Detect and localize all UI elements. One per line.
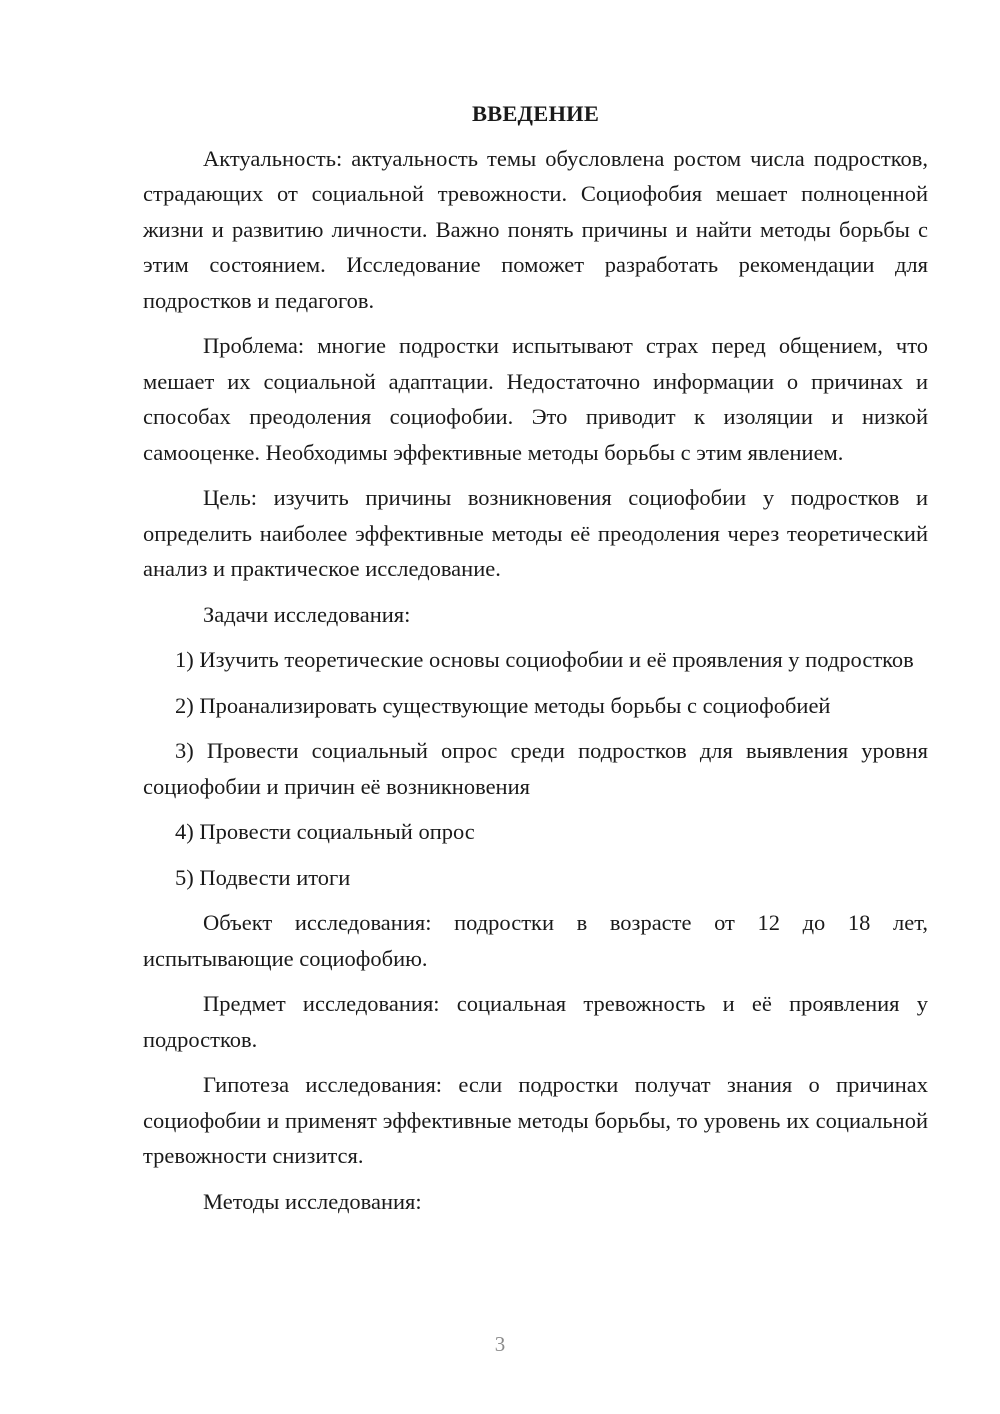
paragraph-methods-heading: Методы исследования: bbox=[203, 1188, 422, 1214]
task-item-3: 3) Провести социальный опрос среди подростков для выявления уровня социофобии и причин её возникновения bbox=[143, 738, 928, 799]
paragraph-hypothesis: Гипотеза исследования: если подростки получат знания о причинах социофобии и применят эффективные методы борьбы, то уровень их социальной тревожности снизится. bbox=[143, 1072, 928, 1168]
paragraph-subject: Предмет исследования: социальная тревожность и её проявления у подростков. bbox=[143, 991, 928, 1052]
section-title: ВВЕДЕНИЕ bbox=[471, 101, 600, 126]
paragraph-goal: Цель: изучить причины возникновения социофобии у подростков и определить наиболее эффективные методы её преодоления через теоретический анализ и практическое исследование. bbox=[143, 485, 928, 581]
task-item-5: 5) Подвести итоги bbox=[175, 864, 351, 890]
document-page bbox=[143, 96, 928, 1229]
task-item-1: 1) Изучить теоретические основы социофобии и её проявления у подростков bbox=[175, 647, 914, 672]
page-number: 3 bbox=[494, 1332, 506, 1356]
paragraph-problem: Проблема: многие подростки испытывают страх перед общением, что мешает их социальной адаптации. Недостаточно информации о причинах и способах преодоления социофобии. Это приводит к изоляции и низкой самооценке. Необходимы эффективные методы борьбы с этим явлением. bbox=[143, 333, 928, 465]
paragraph-tasks-heading: Задачи исследования: bbox=[203, 601, 411, 627]
paragraph-relevance: Актуальность: актуальность темы обусловлена ростом числа подростков, страдающих от социальной тревожности. Социофобия мешает полноценной жизни и развитию личности. Важно понять причины и найти методы борьбы с этим состоянием. Исследование поможет разработать рекомендации для подростков и педагогов. bbox=[143, 145, 928, 313]
task-item-2: 2) Проанализировать существующие методы борьбы с социофобией bbox=[175, 692, 831, 718]
task-item-4: 4) Провести социальный опрос bbox=[175, 819, 475, 844]
paragraph-object: Объект исследования: подростки в возрасте от 12 до 18 лет, испытывающие социофобию. bbox=[143, 910, 928, 971]
